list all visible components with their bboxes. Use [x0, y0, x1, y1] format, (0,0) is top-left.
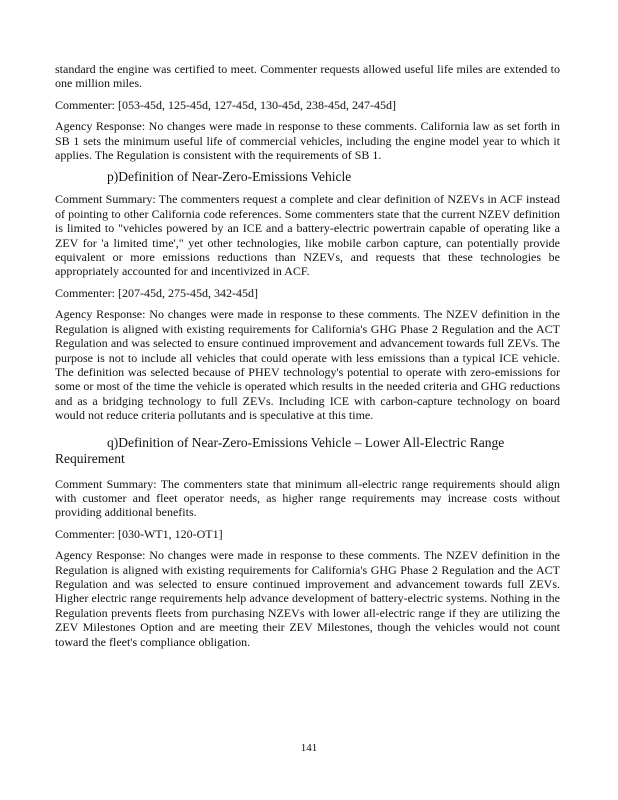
commenter-list: Commenter: [053-45d, 125-45d, 127-45d, 130-45d, 238-45d, 247-45d] [55, 97, 396, 112]
paragraph-useful-life: standard the engine was certified to meet. Commenter requests allowed useful life miles are extended to one million miles. [55, 62, 560, 91]
page-number: 141 [300, 742, 318, 754]
commenter-list: Commenter: [030-WT1, 120-OT1] [55, 526, 223, 541]
agency-response-paragraph: Agency Response: No changes were made in response to these comments. California law as set forth in SB 1 sets the minimum useful life of commercial vehicles, including the engine model year to which it applies. The Regulation is consistent with the requirements of SB 1. [55, 119, 560, 163]
commenter-list: Commenter: [207-45d, 275-45d, 342-45d] [55, 285, 258, 300]
section-heading-text: p)Definition of Near-Zero-Emissions Vehicle [107, 169, 352, 185]
agency-response-paragraph: Agency Response: No changes were made in response to these comments. The NZEV definition in the Regulation is aligned with existing requirements for California's GHG Phase 2 Regulation and the ACT Regulation and was selected to ensure continued improvement and advancement towards full ZEVs. Higher electric range requirements help advance development of battery-electric systems. Nothing in the Regulation prevents fleets from purchasing NZEVs with lower all-electric range if they are utilizing the ZEV Milestones Option and are meeting their ZEV Milestones, though the vehicles would not count toward the fleet's compliance obligation. [55, 548, 560, 649]
section-heading-p [55, 169, 560, 185]
comment-summary-paragraph: Comment Summary: The commenters request a complete and clear definition of NZEVs in ACF instead of pointing to other California code references. Some commenters state that the current NZEV definition is limited to "vehicles powered by an ICE and a battery-electric powertrain capable of operating like a ZEV for 'a limited time'," yet other technologies, like mobile carbon capture, can potentially provide equivalent or more emissions reductions than NZEVs, and requests that these technologies be appropriately accounted for and incentivized in ACF. [55, 192, 560, 279]
comment-summary-paragraph: Comment Summary: The commenters state that minimum all-electric range requirements should align with customer and fleet operator needs, as higher range requirements may increase costs without providing additional benefits. [55, 476, 560, 520]
document-page [55, 62, 560, 656]
section-heading-q [55, 435, 560, 467]
section-heading-text: q)Definition of Near-Zero-Emissions Vehicle – Lower All-Electric Range Requirement [55, 434, 505, 466]
agency-response-paragraph: Agency Response: No changes were made in response to these comments. The NZEV definition in the Regulation is aligned with existing requirements for California's GHG Phase 2 Regulation and the ACT Regulation and was selected to ensure continued improvement and advancement towards full ZEVs. The purpose is not to include all vehicles that could operate with less emissions than a typical ICE vehicle. The definition was selected because of PHEV technology's potential to operate with zero-emissions for some or most of the time the vehicle is operated which results in the needed criteria and GHG reductions and as a bridging technology to full ZEVs. Including ICE with carbon-capture technology on board would not reduce criteria pollutants and is speculative at this time. [55, 307, 560, 423]
